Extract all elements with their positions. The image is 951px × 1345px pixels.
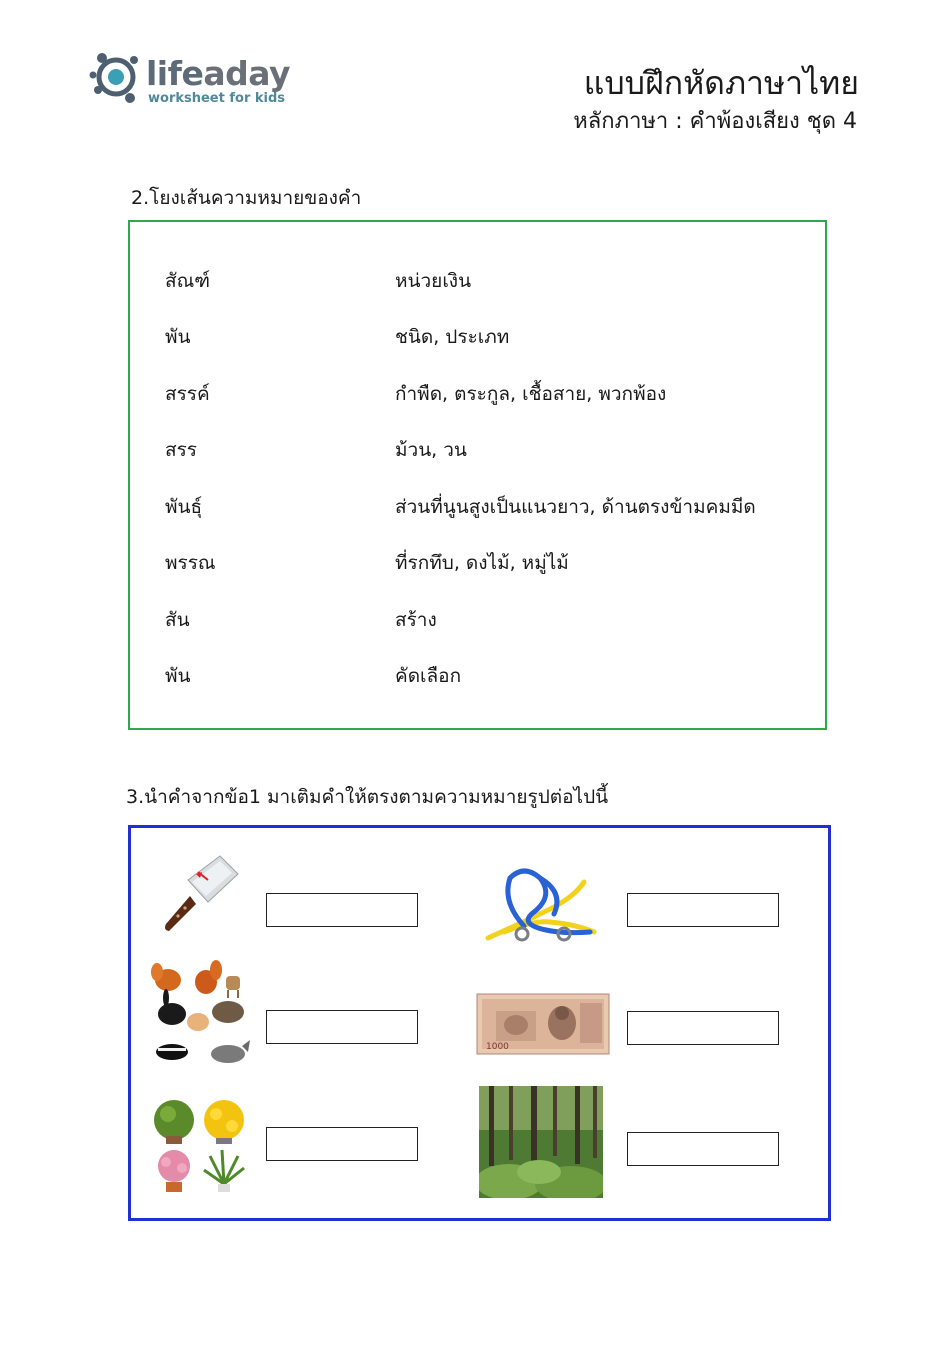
match-meaning[interactable]: กำพืด, ตระกูล, เชื้อสาย, พวกพ้อง	[395, 383, 667, 405]
logo-word-life: life	[146, 54, 204, 93]
answer-box[interactable]	[266, 893, 418, 927]
match-word[interactable]: สัณฑ์	[165, 270, 210, 292]
section2-heading: 2.โยงเส้นความหมายของคำ	[131, 187, 362, 209]
match-word[interactable]: สัน	[165, 609, 190, 631]
match-meaning[interactable]: ม้วน, วน	[395, 439, 467, 461]
section3-heading: 3.นำคำจากข้อ1 มาเติมคำให้ตรงตามความหมายรูปต่อไปนี้	[126, 786, 609, 808]
answer-box[interactable]	[266, 1010, 418, 1044]
logo-wordmark	[146, 54, 290, 93]
page-title: แบบฝึกหัดภาษาไทย	[583, 64, 859, 102]
match-row	[165, 492, 805, 522]
answer-box[interactable]	[627, 1132, 779, 1166]
logo-word-aday: aday	[203, 54, 291, 93]
match-word[interactable]: สรรค์	[165, 383, 210, 405]
logo-icon	[88, 48, 146, 106]
match-meaning[interactable]: ชนิด, ประเภท	[395, 326, 510, 348]
match-word[interactable]: สรร	[165, 439, 198, 461]
match-word[interactable]: พรรณ	[165, 552, 216, 574]
match-meaning[interactable]: ที่รกทึบ, ดงไม้, หมู่ไม้	[395, 552, 569, 574]
match-row	[165, 266, 805, 296]
cleaver-knife-icon	[158, 852, 242, 934]
match-row	[165, 605, 805, 635]
match-meaning[interactable]: หน่วยเงิน	[395, 270, 472, 292]
potted-flowers-icon	[150, 1098, 250, 1196]
logo-tagline: worksheet for kids	[148, 91, 286, 106]
match-row	[165, 548, 805, 578]
match-meaning[interactable]: คัดเลือก	[395, 665, 462, 687]
match-word[interactable]: พัน	[165, 326, 191, 348]
match-meaning[interactable]: ส่วนที่นูนสูงเป็นแนวยาว, ด้านตรงข้ามคมมีด	[395, 496, 756, 518]
answer-box[interactable]	[266, 1127, 418, 1161]
svg-text:1000: 1000	[486, 1042, 509, 1052]
banknote-icon	[476, 993, 610, 1055]
page-subtitle: หลักภาษา : คำพ้องเสียง ชุด 4	[573, 109, 857, 134]
match-meaning[interactable]: สร้าง	[395, 609, 437, 631]
match-word[interactable]: พันธุ์	[165, 496, 203, 518]
forest-icon	[479, 1086, 603, 1198]
answer-box[interactable]	[627, 1011, 779, 1045]
rope-knot-icon	[484, 862, 598, 942]
match-row	[165, 435, 805, 465]
matching-box	[128, 220, 827, 730]
animals-icon	[148, 960, 252, 1072]
answer-box[interactable]	[627, 893, 779, 927]
match-row	[165, 661, 805, 691]
match-word[interactable]: พัน	[165, 665, 191, 687]
match-row	[165, 322, 805, 352]
match-row	[165, 379, 805, 409]
